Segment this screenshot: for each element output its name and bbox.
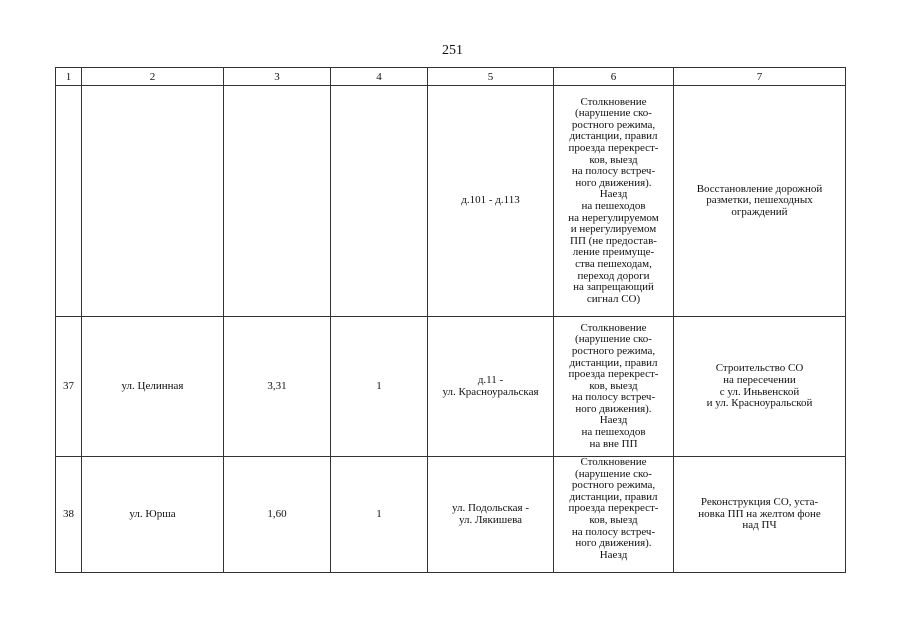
page-number: 251: [442, 43, 463, 58]
column-header-1: 1: [56, 68, 82, 86]
count-cell: 1: [331, 317, 428, 457]
row-number-cell: 38: [56, 457, 82, 573]
count-cell: [331, 86, 428, 317]
row-number-cell: 37: [56, 317, 82, 457]
section-cell: ул. Подольская - ул. Лякишева: [428, 457, 554, 573]
measures-cell: Восстановление дорожной разметки, пешеходных ограждений: [674, 86, 846, 317]
column-header-6: 6: [554, 68, 674, 86]
data-table: [55, 67, 846, 573]
measures-cell: Реконструкция СО, уста- новка ПП на желтом фоне над ПЧ: [674, 457, 846, 573]
accident-types-cell: Столкновение (нарушение ско- ростного режима, дистанции, правил проезда перекрест- ков, выезд на полосу встреч- ного движения). Наезд на пешеходов на вне ПП: [554, 317, 674, 457]
row-number-cell: [56, 86, 82, 317]
column-header-3: 3: [224, 68, 331, 86]
column-header-2: 2: [82, 68, 224, 86]
street-cell: [82, 86, 224, 317]
section-cell: д.101 - д.113: [428, 86, 554, 317]
count-cell: 1: [331, 457, 428, 573]
accident-types-cell: Столкновение (нарушение ско- ростного режима, дистанции, правил проезда перекрест- ков, выезд на полосу встреч- ного движения). Наезд на пешеходов на нерегулируемом и нерегулируемом ПП (не предостав- ление преимуще- ства пешеходам, переход дороги на запрещающий сигнал СО): [554, 86, 674, 317]
table-row: [56, 457, 846, 573]
table-row: [56, 86, 846, 317]
column-header-4: 4: [331, 68, 428, 86]
length-cell: 3,31: [224, 317, 331, 457]
length-cell: [224, 86, 331, 317]
street-cell: ул. Целинная: [82, 317, 224, 457]
measures-cell: Строительство СО на пересечении с ул. Иньвенской и ул. Красноуральской: [674, 317, 846, 457]
street-cell: ул. Юрша: [82, 457, 224, 573]
section-cell: д.11 - ул. Красноуральская: [428, 317, 554, 457]
column-header-5: 5: [428, 68, 554, 86]
header-row: [56, 68, 846, 86]
length-cell: 1,60: [224, 457, 331, 573]
column-header-7: 7: [674, 68, 846, 86]
table-row: [56, 317, 846, 457]
accident-types-cell: Столкновение (нарушение ско- ростного режима, дистанции, правил проезда перекрест- ков, выезд на полосу встреч- ного движения). Наезд: [554, 457, 674, 573]
